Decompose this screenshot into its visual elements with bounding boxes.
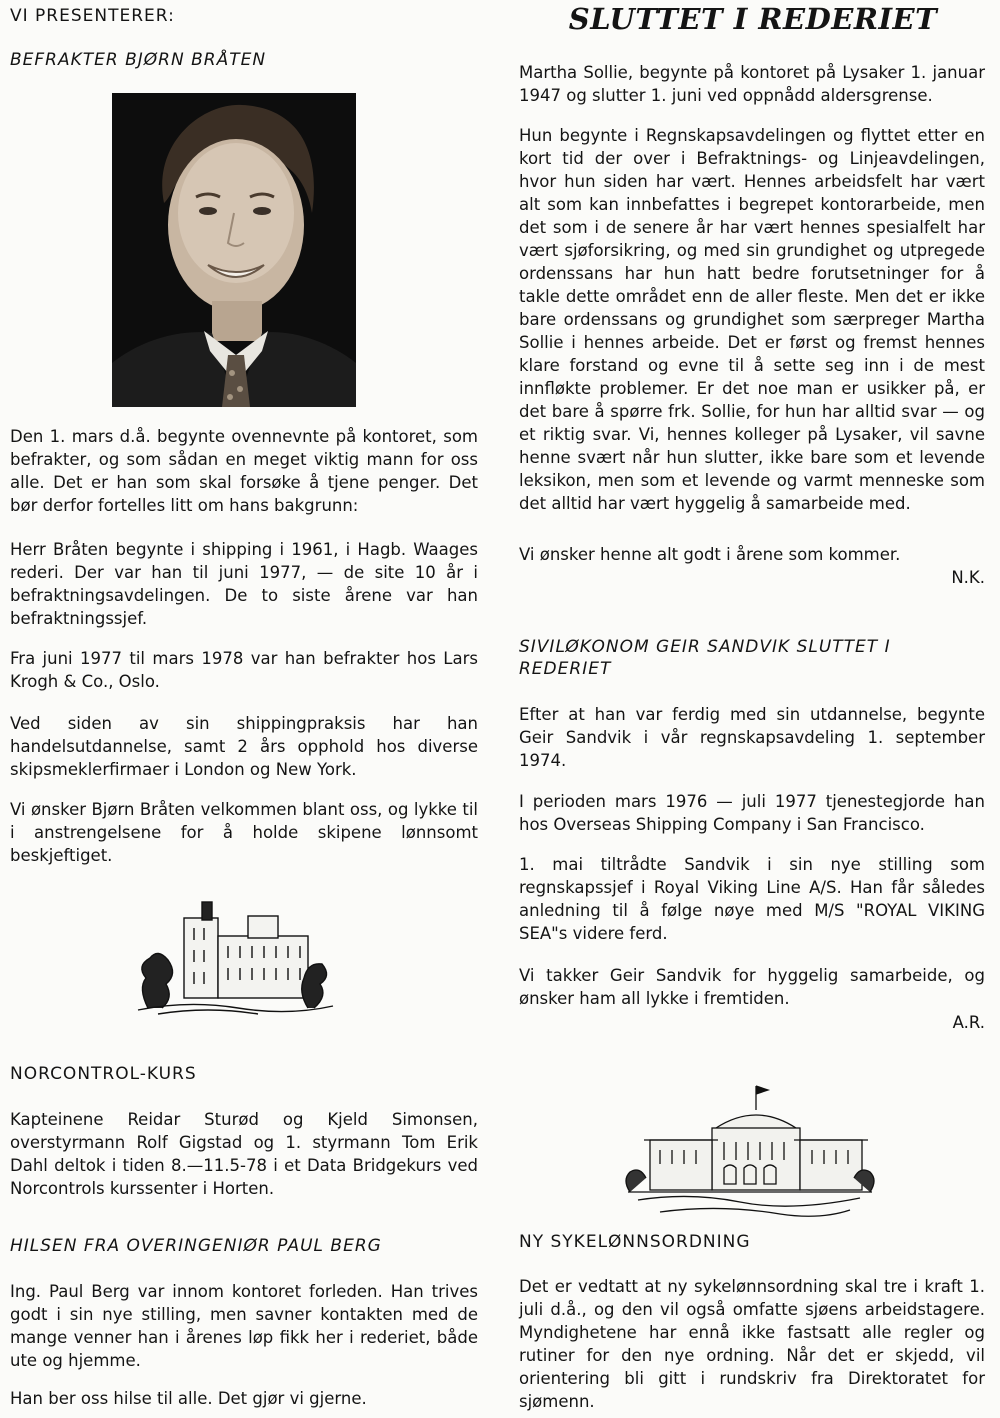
paragraph-education: Ved siden av sin shippingpraksis har han handelsutdannelse, samt 2 års opphold hos diverse skipsmeklerfirmaer i London og New York. (10, 714, 478, 779)
masthead-title: SLUTTET I REDERIET (568, 2, 938, 36)
paragraph-welcome: Vi ønsker Bjørn Bråten velkommen blant oss, og lykke til i anstrengelsene for å holde skipene lønnsomt beskjeftiget. (10, 800, 478, 865)
paragraph-sollie-start: Martha Sollie, begynte på kontoret på Lysaker 1. januar 1947 og slutter 1. juni ved oppnådd aldersgrense. (519, 63, 985, 105)
paragraph-sollie-wishes: Vi ønsker henne alt godt i årene som kommer. (519, 545, 901, 564)
paragraph-sandvik-thanks: Vi takker Geir Sandvik for hyggelig samarbeide, og ønsker ham all lykke i fremtiden. (519, 966, 985, 1008)
signature-ar: A.R. (952, 1013, 985, 1032)
portrait-photo (112, 93, 356, 407)
heading-geir-sandvik: SIVILØKONOM GEIR SANDVIK SLUTTET I REDERIET (519, 637, 891, 679)
paragraph-lars-krogh: Fra juni 1977 til mars 1978 var han befrakter hos Lars Krogh & Co., Oslo. (10, 649, 478, 691)
paragraph-sandvik-royal-viking: 1. mai tiltrådte Sandvik i sin nye stilling som regnskapssjef i Royal Viking Line A/S. Han får således anledning til å følge nøye med M/S "ROYAL VIKING SEA"s videre ferd. (519, 855, 985, 943)
building-sketch-icon (128, 888, 338, 1018)
paragraph-greeting: Han ber oss hilse til alle. Det gjør vi gjerne. (10, 1389, 367, 1408)
parliament-sketch-icon (620, 1080, 880, 1230)
paragraph-sandvik-sf: I perioden mars 1976 — juli 1977 tjenestegjorde han hos Overseas Shipping Company i San Francisco. (519, 792, 985, 834)
paragraph-sykelonn: Det er vedtatt at ny sykelønnsordning skal tre i kraft 1. juli d.å., og den vil også omfatte sjøens arbeidstagere. Myndighetene har ennå ikke fastsatt alle regler og rutiner for den nye ordning. Når det er skjedd, vil orientering bli gitt i rundskriv fra Direktoratet for sjømenn. (519, 1277, 985, 1411)
paragraph-sandvik-start: Efter at han var ferdig med sin utdannelse, begynte Geir Sandvik i vår regnskapsavdeling 1. september 1974. (519, 705, 985, 770)
signature-nk: N.K. (951, 568, 985, 587)
heading-sykelonn: NY SYKELØNNSORDNING (519, 1232, 751, 1252)
section-kicker: VI PRESENTERER: (10, 6, 175, 26)
heading-norcontrol: NORCONTROL-KURS (10, 1064, 197, 1084)
heading-bjorn-braten: BEFRAKTER BJØRN BRÅTEN (10, 50, 267, 70)
paragraph-intro: Den 1. mars d.å. begynte ovennevnte på kontoret, som befrakter, og som sådan en meget viktig mann for oss alle. Det er han som skal forsøke å tjene penger. Det bør derfor fortelles litt om hans bakgrunn: (10, 427, 478, 515)
paragraph-career: Herr Bråten begynte i shipping i 1961, i Hagb. Waages rederi. Der var han til juni 1977, — de site 10 år i befraktningsavdelingen. De to siste årene var han befraktningssjef. (10, 540, 478, 628)
paragraph-paul-berg: Ing. Paul Berg var innom kontoret forleden. Han trives godt i sin nye stilling, men savner kontakten med de mange venner han i årenes løp fikk her i rederiet, både ute og hjemme. (10, 1282, 478, 1370)
paragraph-sollie-career: Hun begynte i Regnskapsavdelingen og flyttet etter en kort tid der over i Befraktnings- og Linjeavdelingen, hvor hun siden har vært. Hennes arbeidsfelt har vært alt som kan innbefattes i begrepet kontorarbeide, men det som i de senere år har vært hennes spesialfelt har vært sjøforsikring, og med sin grundighet og utpregede ordenssans har hun hatt bedre forutsetninger for å takle dette området enn de aller fleste. Men det er ikke bare ordenssans og grundighet som særpreger Martha Sollie i hennes arbeide. Det er først og fremst hennes klare forstand og evne til å sette seg inn i de mest innfløkte problemer. Er det noe man er usikker på, er det bare å spørre frk. Sollie, for hun har alltid svar — og et riktig svar. Vi, hennes kolleger på Lysaker, vil savne henne svært når hun slutter, ikke bare som et levende leksikon, men som et levende og varmt menneske som det alltid har vært hyggelig å samarbeide med. (519, 126, 985, 513)
paragraph-norcontrol: Kapteinene Reidar Sturød og Kjeld Simonsen, overstyrmann Rolf Gigstad og 1. styrmann Tom Erik Dahl deltok i tiden 8.—11.5-78 i et Data Bridgekurs ved Norcontrols kurssenter i Horten. (10, 1110, 478, 1198)
heading-paul-berg: HILSEN FRA OVERINGENIØR PAUL BERG (10, 1236, 382, 1256)
